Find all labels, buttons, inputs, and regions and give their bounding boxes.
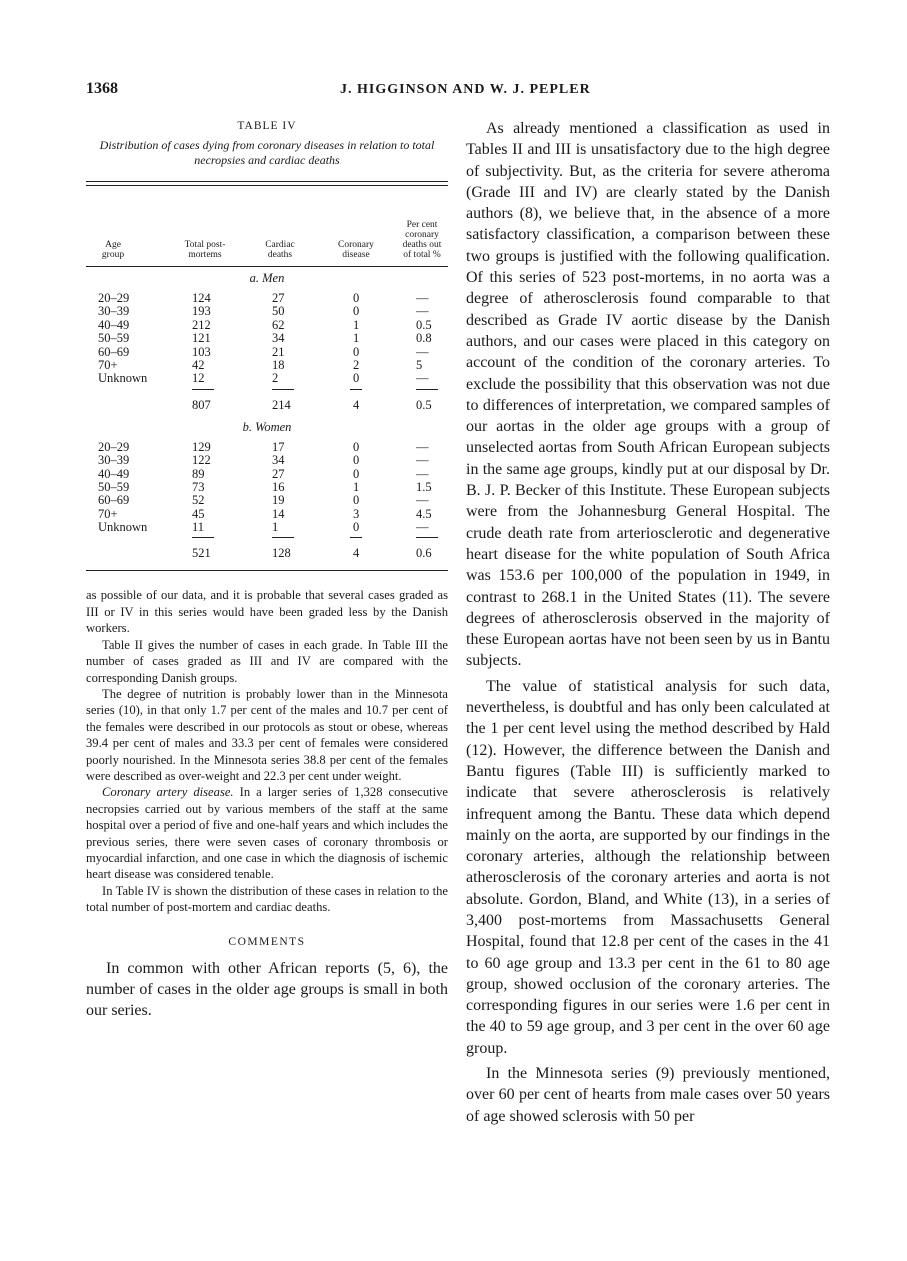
cardiac-cell: 18 xyxy=(272,357,285,372)
coronary-cell: 0 xyxy=(353,304,360,319)
paragraph-body: In a larger series of 1,328 consecutive necropsies carried out by various members of the staff at the same hospital over a period of five and one-half years and which includes the previous series, there were seven cases of coronary thrombosis or myocardial infarction, and one case in which the diagnosis of ischemic heart disease was considered tenable. xyxy=(86,785,449,882)
table-row xyxy=(86,372,448,385)
paragraph: In common with other African reports (5, 6), the number of cases in the older age groups is small in both our series. xyxy=(86,959,448,1020)
age-cell: 20–29 xyxy=(98,291,130,305)
cardiac-cell: 50 xyxy=(272,304,285,319)
age-cell: 60–69 xyxy=(98,493,130,508)
percent-cell: 5 xyxy=(416,357,423,372)
men-total-row xyxy=(86,394,448,416)
age-cell: 20–29 xyxy=(98,439,130,454)
percent-cell: — xyxy=(416,439,429,454)
table-caption: Distribution of cases dying from coronary diseases in relation to total necropsies and cardiac deaths xyxy=(99,138,435,167)
coronary-cell: 0 xyxy=(353,466,360,481)
paragraph: Table II gives the number of cases in each grade. In Table III the number of cases graded as III and IV are compared with the corresponding Danish groups. xyxy=(86,637,448,685)
comments-text xyxy=(86,958,448,1022)
coronary-cell: 0 xyxy=(353,493,360,508)
col-header-total: Total post-mortems xyxy=(184,240,226,260)
col-header-coronary: Coronary disease xyxy=(338,240,374,260)
paragraph: The value of statistical analysis for such data, nevertheless, is doubtful and has only been calculated at the 1 per cent level using the method described by Hald (12). However, the difference between the Danish and Bantu figures (Table III) is sufficiently marked to indicate that severe atherosclerosis is relatively infrequent among the Bantu. These data which depend mainly on the aorta, are supported by our findings in the coronary arteries, although the relationship between atherosclerosis of the coronary arteries and aorta is not absolute. Gordon, Bland, and White (13), in a series of 3,400 post-mortems from Massachusetts General Hospital, found that 12.8 per cent of the cases in the 41 to 60 age group and 13.3 per cent in the 61 to 80 age group, showed occlusion of the coronary arteries. The corresponding figures in our series were 1.6 per cent in the 40 to 59 age group, and 3 per cent in the over 60 age group. xyxy=(466,677,830,1057)
cardiac-cell: 16 xyxy=(272,479,285,494)
percent-cell: — xyxy=(416,291,429,305)
paragraph-lead: Coronary artery disease. xyxy=(102,785,234,800)
total-cell: 124 xyxy=(192,291,211,305)
total-cell: 193 xyxy=(192,304,211,319)
cardiac-cell: 62 xyxy=(272,317,285,332)
paragraph xyxy=(86,784,448,882)
paragraph: as possible of our data, and it is probable that several cases graded as III or IV in this series would have been graded less by the Danish workers. xyxy=(86,588,448,636)
table-row xyxy=(86,494,448,507)
table-bottom-rule xyxy=(86,570,448,571)
total-cell: 12 xyxy=(192,371,205,386)
table-row xyxy=(86,359,448,372)
women-total-rule xyxy=(86,534,448,542)
table-row xyxy=(86,521,448,534)
table-row xyxy=(86,292,448,305)
men-total-rule xyxy=(86,386,448,394)
coronary-cell: 2 xyxy=(353,357,360,372)
cardiac-cell: 27 xyxy=(272,466,285,481)
comments-heading: COMMENTS xyxy=(228,935,306,948)
coronary-cell: 0 xyxy=(353,291,360,305)
left-body-text xyxy=(86,587,448,915)
page-number: 1368 xyxy=(86,80,118,97)
left-column xyxy=(86,120,448,1021)
paragraph: The degree of nutrition is probably lower than in the Minnesota series (10), in that only 1.7 per cent of the males and 10.7 per cent of the females were described in our protocols as stout or obese, whereas 39.4 per cent of males and 33.3 per cent of females were considered poorly nourished. In the Minnesota series 38.8 per cent of the females were described as over-weight and 22.3 per cent under weight. xyxy=(86,686,448,783)
percent-cell: — xyxy=(416,520,429,535)
age-cell: Unknown xyxy=(98,520,148,535)
total-coronary: 4 xyxy=(353,397,360,412)
total-cell: 42 xyxy=(192,357,205,372)
men-rows xyxy=(86,292,448,386)
table-row xyxy=(86,454,448,467)
age-cell: 40–49 xyxy=(98,466,130,481)
table-iv xyxy=(86,181,448,571)
total-cell: 73 xyxy=(192,479,205,494)
table-row xyxy=(86,319,448,332)
age-cell: 50–59 xyxy=(98,331,130,346)
total-cardiac: 214 xyxy=(272,397,291,412)
age-cell: 60–69 xyxy=(98,344,130,359)
coronary-cell: 1 xyxy=(353,317,360,332)
percent-cell: — xyxy=(416,466,429,481)
running-head: J. HIGGINSON AND W. J. PEPLER xyxy=(340,82,591,97)
right-body-text xyxy=(466,118,830,1127)
cardiac-cell: 14 xyxy=(272,506,285,521)
table-row xyxy=(86,305,448,318)
total-cell: 11 xyxy=(192,520,205,535)
coronary-cell: 3 xyxy=(353,506,360,521)
cardiac-cell: 34 xyxy=(272,331,285,346)
table-label: TABLE IV xyxy=(237,120,297,132)
cardiac-cell: 1 xyxy=(272,520,279,535)
coronary-cell: 0 xyxy=(353,520,360,535)
table-row xyxy=(86,346,448,359)
table-row xyxy=(86,508,448,521)
percent-cell: — xyxy=(416,304,429,319)
percent-cell: 4.5 xyxy=(416,506,432,521)
total-cell: 212 xyxy=(192,317,211,332)
percent-cell: — xyxy=(416,344,429,359)
percent-cell: — xyxy=(416,371,429,386)
right-column xyxy=(466,118,830,1127)
total-percent: 0.5 xyxy=(416,397,432,412)
women-total-row xyxy=(86,542,448,564)
coronary-cell: 0 xyxy=(353,344,360,359)
age-cell: 70+ xyxy=(98,506,118,521)
age-cell: 70+ xyxy=(98,357,118,372)
table-row xyxy=(86,441,448,454)
percent-cell: 0.8 xyxy=(416,331,432,346)
total-cardiac: 128 xyxy=(272,546,291,561)
women-rows xyxy=(86,441,448,535)
coronary-cell: 0 xyxy=(353,453,360,468)
col-header-cardiac: Cardiac deaths xyxy=(265,240,295,260)
cardiac-cell: 2 xyxy=(272,371,279,386)
cardiac-cell: 19 xyxy=(272,493,285,508)
age-cell: 50–59 xyxy=(98,479,130,494)
table-row xyxy=(86,481,448,494)
age-cell: 30–39 xyxy=(98,304,130,319)
cardiac-cell: 21 xyxy=(272,344,285,359)
total-cell: 45 xyxy=(192,506,205,521)
section-title-women: b. Women xyxy=(242,419,292,434)
percent-cell: — xyxy=(416,493,429,508)
paragraph: In the Minnesota series (9) previously mentioned, over 60 per cent of hearts from male cases over 50 years of age showed sclerosis with 50 per xyxy=(466,1065,830,1125)
coronary-cell: 1 xyxy=(353,479,360,494)
age-cell: Unknown xyxy=(98,371,148,386)
cardiac-cell: 17 xyxy=(272,439,285,454)
total-coronary: 4 xyxy=(353,546,360,561)
table-row xyxy=(86,332,448,345)
age-cell: 30–39 xyxy=(98,453,130,468)
percent-cell: 1.5 xyxy=(416,479,432,494)
col-header-age: Age group xyxy=(101,240,125,260)
section-title-men: a. Men xyxy=(249,271,285,285)
total-cell: 52 xyxy=(192,493,205,508)
total-post-mortems: 807 xyxy=(192,397,211,412)
total-cell: 89 xyxy=(192,466,205,481)
total-cell: 121 xyxy=(192,331,211,346)
table-row xyxy=(86,468,448,481)
total-percent: 0.6 xyxy=(416,546,432,561)
percent-cell: 0.5 xyxy=(416,317,432,332)
total-cell: 103 xyxy=(192,344,211,359)
coronary-cell: 0 xyxy=(353,439,360,454)
total-cell: 122 xyxy=(192,453,211,468)
paragraph: As already mentioned a classification as used in Tables II and III is unsatisfactory due to the high degree of subjectivity. But, as the criteria for severe atheroma (Grade III and IV) are clearly stated by the Danish authors (8), we believe that, in the absence of a more satisfactory classification, a comparison between these two groups is justified with the following qualification. Of this series of 523 post-mortems, in no aorta was a degree of atherosclerosis found comparable to that described as Grade IV aortic disease by the Danish authors, and our cases were placed in this category on account of the condition of the coronary arteries. To exclude the possibility that this observation was not due to differences of interpretation, we compared samples of our aortas in the older age groups with a group of unselected aortas from South African European subjects in the same age groups, kindly put at our disposal by Dr. B. J. P. Becker of this Institute. These European subjects were from the Johannesburg General Hospital. The crude death rate from arteriosclerotic and degenerative heart disease for the white population of South Africa was 153.6 per 100,000 of the population in 1949, in contrast to 268.1 in the United States (11). The severe degrees of atherosclerosis observed in the majority of these European aortas have not been seen by us in Bantu subjects. xyxy=(466,120,830,670)
col-header-percent: Per cent coronary deaths out of total % xyxy=(402,220,442,260)
coronary-cell: 0 xyxy=(353,371,360,386)
cardiac-cell: 34 xyxy=(272,453,285,468)
total-cell: 129 xyxy=(192,439,211,454)
age-cell: 40–49 xyxy=(98,317,130,332)
total-post-mortems: 521 xyxy=(192,546,211,561)
percent-cell: — xyxy=(416,453,429,468)
coronary-cell: 1 xyxy=(353,331,360,346)
table-header xyxy=(86,185,448,267)
cardiac-cell: 27 xyxy=(272,291,285,305)
paragraph: In Table IV is shown the distribution of these cases in relation to the total number of post-mortem and cardiac deaths. xyxy=(86,883,448,915)
